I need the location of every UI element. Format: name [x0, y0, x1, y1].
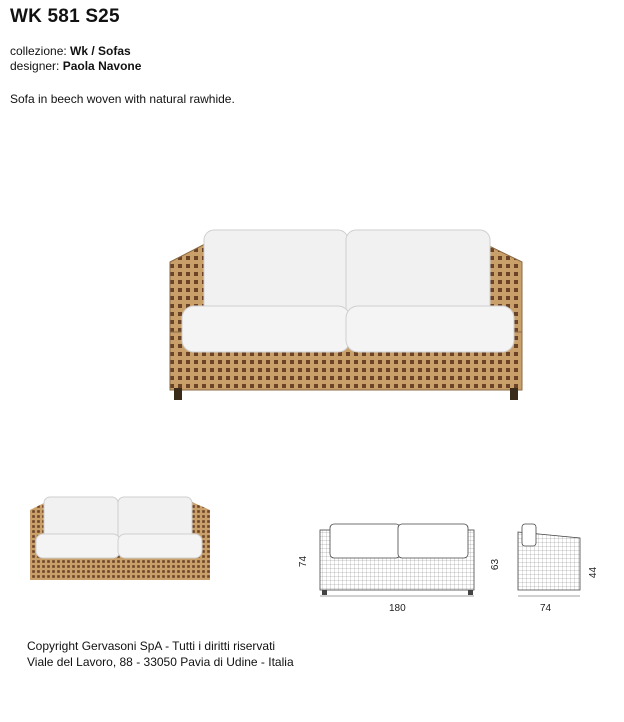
sofa-thumbnail-image — [26, 494, 214, 586]
sofa-main-image — [160, 222, 530, 406]
side-height-label: 63 — [490, 558, 502, 571]
collection-line — [10, 44, 131, 59]
collection-value: Wk / Sofas — [70, 44, 131, 58]
side-seat-height-label: 44 — [588, 566, 600, 579]
front-width-label: 180 — [389, 603, 406, 614]
copyright-line: Copyright Gervasoni SpA - Tutti i diritti riservati — [27, 639, 276, 653]
collection-label: collezione: — [10, 44, 67, 58]
front-view-drawing — [314, 516, 484, 598]
footer — [27, 638, 294, 670]
product-description: Sofa in beech woven with natural rawhide. — [10, 92, 235, 106]
designer-value: Paola Navone — [62, 59, 142, 73]
designer-line — [10, 59, 141, 74]
address-line: Viale del Lavoro, 88 - 33050 Pavia di Udine - Italia — [27, 655, 294, 669]
product-code: WK 581 S25 — [10, 6, 120, 27]
side-depth-label: 74 — [540, 603, 552, 614]
front-height-label: 74 — [298, 555, 310, 568]
designer-label: designer: — [10, 59, 60, 73]
side-view-drawing — [510, 518, 590, 598]
